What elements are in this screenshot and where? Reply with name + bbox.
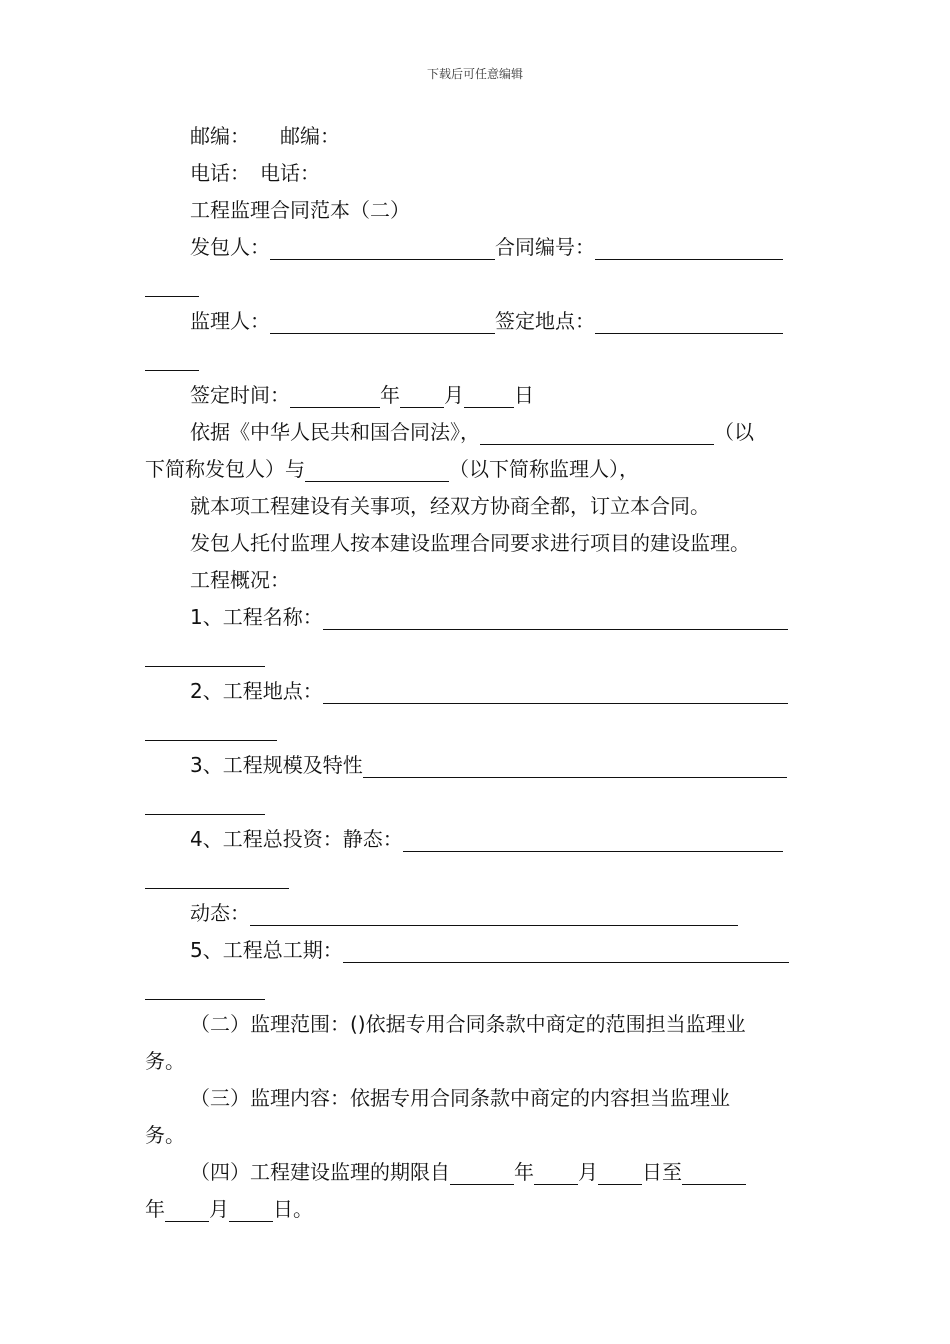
project-location-blank-tail[interactable] [145,714,277,741]
sign-place-blank-continued [145,340,807,377]
postcode-line: 邮编： 邮编： [190,124,340,148]
basis-prefix: 依据《中华人民共和国合同法》， [190,420,480,444]
project-scale-blank[interactable] [363,751,787,778]
project-name-blank[interactable] [323,603,788,630]
supervisor-line [145,303,807,340]
period-start-year-blank[interactable] [450,1158,514,1185]
period-line-2 [145,1191,807,1228]
period-month-label: 月 [578,1160,598,1184]
duration-blank-continued [145,969,807,1006]
investment-static-blank[interactable] [403,825,783,852]
scope-line: （二）监理范围：()依据专用合同条款中商定的范围担当监理业 [190,1012,746,1036]
basis-line2-suffix: （以下简称监理人）， [449,457,639,481]
project-name-blank-tail[interactable] [145,640,265,667]
period-end-month-label: 月 [209,1197,229,1221]
entrust-line: 发包人托付监理人按本建设监理合同要求进行项目的建设监理。 [190,531,750,555]
page-header-note: 下载后可任意编辑 [426,67,523,81]
employer-label: 发包人： [190,235,270,259]
month-label: 月 [444,383,464,407]
day-label: 日 [514,383,534,407]
contract-no-blank-continued [145,266,807,303]
project-scale-blank-continued [145,784,807,821]
sign-place-label: 签定地点： [495,309,595,333]
project-name-label: 1、工程名称： [190,605,323,629]
contract-no-blank[interactable] [595,233,783,260]
supervisor-label: 监理人： [190,309,270,333]
sign-time-line [145,377,807,414]
sign-month-blank[interactable] [400,381,444,408]
employer-line [145,229,807,266]
agreement-line: 就本项工程建设有关事项，经双方协商全都，订立本合同。 [190,494,710,518]
duration-blank[interactable] [343,936,789,963]
basis-employer-blank[interactable] [480,418,714,445]
basis-line [145,414,807,451]
investment-static-line [145,821,807,858]
period-line [145,1154,807,1191]
sign-place-blank[interactable] [595,307,783,334]
sign-day-blank[interactable] [464,381,514,408]
overview-heading: 工程概况： [190,568,290,592]
duration-blank-tail[interactable] [145,973,265,1000]
investment-static-blank-continued [145,858,807,895]
basis-line2-prefix: 下简称发包人）与 [145,457,305,481]
content-line-end: 务。 [145,1123,185,1147]
project-location-label: 2、工程地点： [190,679,323,703]
scope-line-end: 务。 [145,1049,185,1073]
sign-time-label: 签定时间： [190,383,290,407]
project-location-line [145,673,807,710]
period-year-label: 年 [514,1160,534,1184]
period-end-label: 日。 [273,1197,313,1221]
period-end-month-blank[interactable] [165,1195,209,1222]
supervisor-blank[interactable] [270,307,495,334]
investment-dynamic-blank[interactable] [250,899,738,926]
period-start-month-blank[interactable] [534,1158,578,1185]
sign-year-blank[interactable] [290,381,380,408]
investment-dynamic-label: 动态： [190,901,250,925]
project-name-line [145,599,807,636]
contract-title: 工程监理合同范本（二） [190,198,410,222]
project-location-blank[interactable] [323,677,788,704]
project-name-blank-continued [145,636,807,673]
contract-body [145,118,807,1228]
phone-line: 电话： 电话： [190,161,320,185]
basis-suffix: （以 [714,420,754,444]
contract-no-label: 合同编号： [495,235,595,259]
content-line: （三）监理内容：依据专用合同条款中商定的内容担当监理业 [190,1086,730,1110]
period-end-year-blank-a[interactable] [682,1158,746,1185]
year-label: 年 [380,383,400,407]
project-location-blank-continued [145,710,807,747]
investment-static-label: 4、工程总投资：静态： [190,827,403,851]
employer-blank[interactable] [270,233,495,260]
investment-dynamic-line [145,895,807,932]
basis-line-2 [145,451,807,488]
basis-supervisor-blank[interactable] [305,455,449,482]
sign-place-blank-tail[interactable] [145,344,199,371]
duration-label: 5、工程总工期： [190,938,343,962]
project-scale-line [145,747,807,784]
contract-no-blank-tail[interactable] [145,270,199,297]
duration-line [145,932,807,969]
period-prefix: （四）工程建设监理的期限自 [190,1160,450,1184]
project-scale-blank-tail[interactable] [145,788,265,815]
investment-static-blank-tail[interactable] [145,862,289,889]
period-to-label: 日至 [642,1160,682,1184]
project-scale-label: 3、工程规模及特性 [190,753,363,777]
period-end-day-blank[interactable] [229,1195,273,1222]
period-end-year-label: 年 [145,1197,165,1221]
period-start-day-blank[interactable] [598,1158,642,1185]
